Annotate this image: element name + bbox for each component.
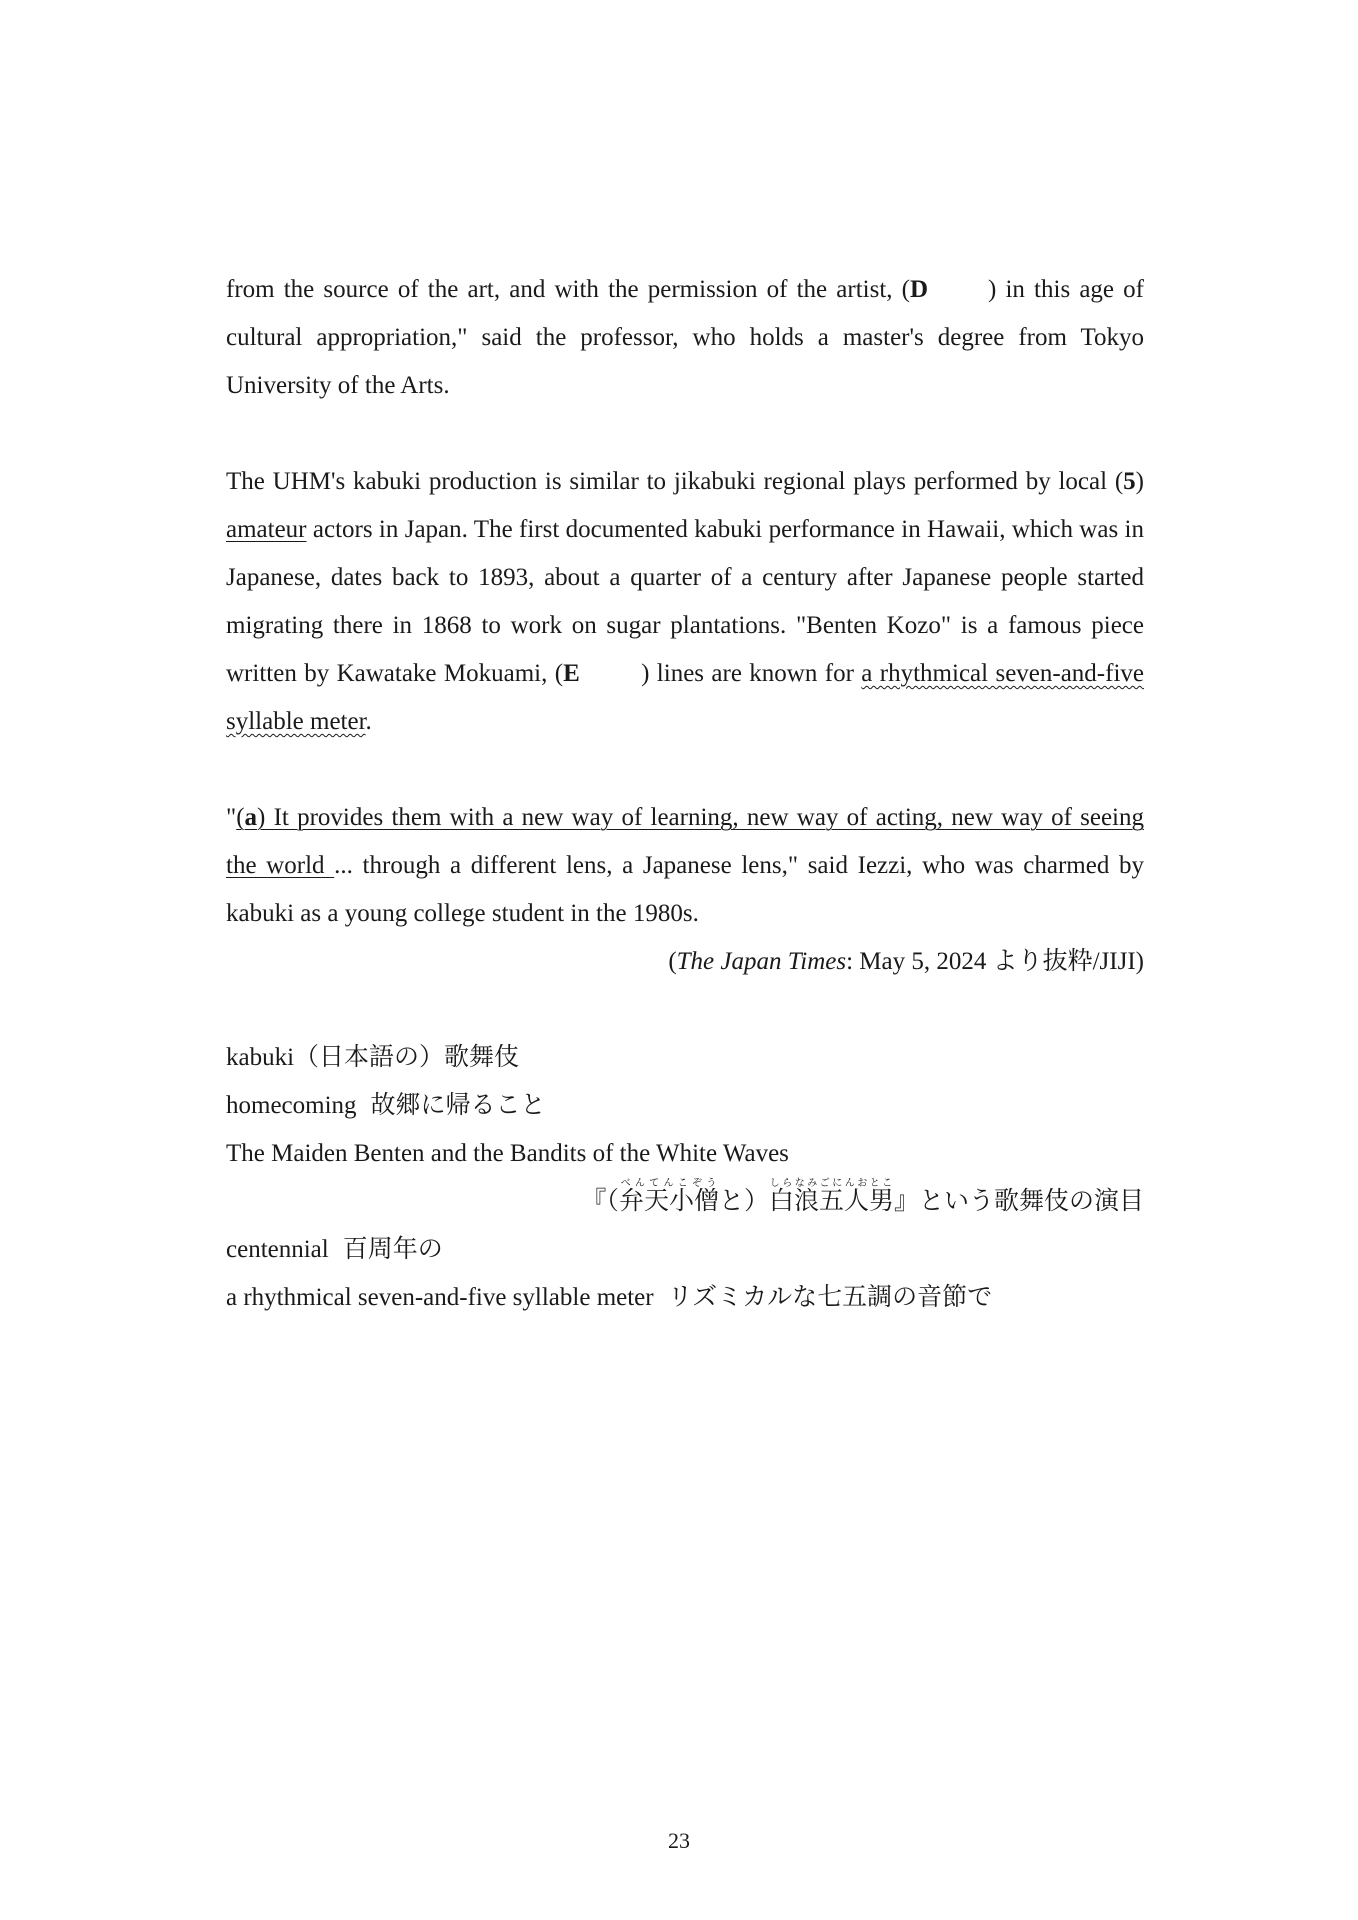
paragraph-3-open-quote: " xyxy=(226,804,237,831)
source-open-paren: ( xyxy=(668,948,677,975)
ruby-base-shiranami: 白浪五人男 xyxy=(768,1188,894,1215)
blank-d: D xyxy=(910,276,929,303)
underlined-phrase-text: ) It provides them with a new way of learning, new way of acting, new way of seeing the world xyxy=(226,804,1144,879)
ruby-text-shiranami: しらなみごにんおとこ xyxy=(768,1178,894,1189)
paragraph-2-text-2: ) xyxy=(1135,468,1144,495)
question-mark-a: a xyxy=(244,804,258,831)
glossary-definition-maiden-benten xyxy=(226,1178,1144,1226)
paragraph-1-text-2: ) in this age of cultural appropriation," said the professor, who holds a master's degree from Tokyo University of the Arts. xyxy=(226,276,1144,399)
title-open-bracket: 『（ xyxy=(581,1188,619,1215)
glossary-definition: 百周年の xyxy=(342,1236,443,1263)
glossary-definition: リズミカルな七五調の音節で xyxy=(667,1284,993,1311)
paragraph-2-text-4: ) lines are known for xyxy=(641,660,862,687)
glossary-term: a rhythmical seven-and-five syllable meter xyxy=(226,1284,654,1311)
glossary-definition: 故郷に帰ること xyxy=(370,1092,546,1119)
wavy-underlined-phrase: a rhythmical seven-and-five syllable meter xyxy=(226,660,1145,735)
glossary-item-meter xyxy=(226,1274,1144,1322)
title-to: と） xyxy=(718,1188,769,1215)
glossary-term: kabuki xyxy=(226,1044,295,1071)
source-publication: The Japan Times xyxy=(676,948,847,975)
ruby-text-benten-kozo: べんてんこぞう xyxy=(618,1178,719,1189)
paragraph-2-text-5: . xyxy=(365,708,372,735)
glossary-term: centennial xyxy=(226,1236,329,1263)
ruby-shiranami xyxy=(768,1178,894,1215)
paragraph-3-text-rest: ... through a different lens, a Japanese lens," said Iezzi, who was charmed by kabuki as a young college student in the 1980s. xyxy=(226,852,1144,927)
question-mark-5: 5 xyxy=(1123,468,1136,495)
page-number: 23 xyxy=(668,1828,690,1853)
ruby-benten-kozo xyxy=(618,1178,719,1215)
title-rest: 』という歌舞伎の演目 xyxy=(893,1188,1144,1215)
source-rest: : May 5, 2024 より抜粋/JIJI) xyxy=(846,948,1144,975)
paragraph-2 xyxy=(226,458,1144,746)
glossary-item-centennial xyxy=(226,1226,1144,1274)
glossary-item-kabuki xyxy=(226,1034,1144,1082)
source-citation xyxy=(226,938,1144,986)
paragraph-1-text-1: from the source of the art, and with the permission of the artist, ( xyxy=(226,276,910,303)
passage-a-open-paren: ( xyxy=(236,804,245,831)
glossary-term: homecoming xyxy=(226,1092,357,1119)
paragraph-3 xyxy=(226,794,1144,938)
paragraph-1 xyxy=(226,266,1144,410)
ruby-base-benten-kozo: 弁天小僧 xyxy=(618,1188,719,1215)
glossary-definition: （日本語の）歌舞伎 xyxy=(294,1044,520,1071)
blank-e: E xyxy=(563,660,580,687)
glossary-item-homecoming xyxy=(226,1082,1144,1130)
paragraph-2-text-1: The UHM's kabuki production is similar to jikabuki regional plays performed by local ( xyxy=(226,468,1124,495)
glossary-item-maiden-benten xyxy=(226,1130,1144,1178)
glossary xyxy=(226,1034,1144,1322)
paragraph-2-text-3: actors in Japan. The first documented kabuki performance in Hawaii, which was in Japanese, dates back to 1893, about a quarter of a century after Japanese people started migrating there in 1868 to work on sugar plantations. "Benten Kozo" is a famous piece written by Kawatake Mokuami, ( xyxy=(226,516,1144,687)
underlined-word-amateur: amateur xyxy=(226,516,307,543)
glossary-term: The Maiden Benten and the Bandits of the White Waves xyxy=(226,1140,789,1167)
document-body xyxy=(226,266,1144,1322)
